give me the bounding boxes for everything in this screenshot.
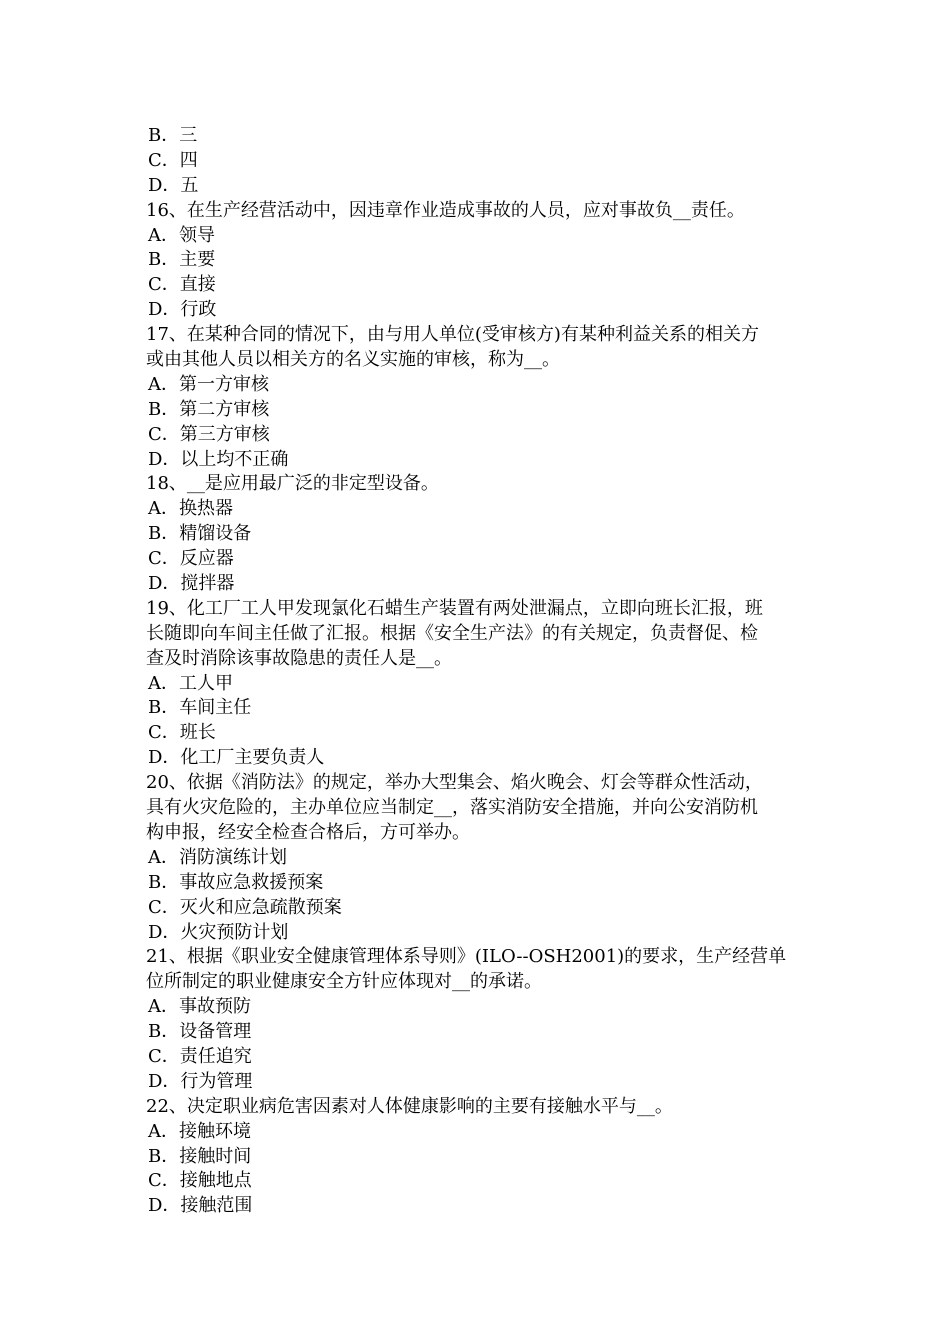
- answer-option: B．主要: [148, 249, 216, 271]
- answer-option: C．第三方审核: [148, 423, 270, 445]
- answer-option: A．事故预防: [148, 996, 251, 1018]
- answer-option: C．灭火和应急疏散预案: [148, 896, 342, 918]
- answer-option: B．车间主任: [148, 697, 252, 719]
- question-text: 19、化工厂工人甲发现氯化石蜡生产装置有两处泄漏点，立即向班长汇报，班: [146, 597, 763, 619]
- question-text: 16、在生产经营活动中，因违章作业造成事故的人员，应对事故负__责任。: [146, 199, 745, 221]
- answer-option: D．接触范围: [148, 1195, 253, 1217]
- answer-option: C．责任追究: [148, 1045, 252, 1067]
- answer-option: C．接触地点: [148, 1170, 252, 1192]
- question-text: 20、依据《消防法》的规定，举办大型集会、焰火晚会、灯会等群众性活动，: [146, 772, 763, 794]
- question-text: 21、根据《职业安全健康管理体系导则》(ILO--OSH2001)的要求，生产经营单: [146, 946, 787, 968]
- answer-option: A．第一方审核: [148, 373, 269, 395]
- answer-option: B．三: [148, 125, 198, 146]
- question-text: 构申报，经安全检查合格后，方可举办。: [146, 821, 470, 843]
- answer-option: B．设备管理: [148, 1021, 252, 1043]
- answer-option: D．行为管理: [148, 1070, 253, 1092]
- question-text: 查及时消除该事故隐患的责任人是__。: [146, 647, 452, 669]
- answer-option: D．搅拌器: [148, 573, 235, 595]
- answer-option: B．第二方审核: [148, 398, 270, 420]
- question-text: 长随即向车间主任做了汇报。根据《安全生产法》的有关规定，负责督促、检: [146, 622, 758, 644]
- answer-option: B．事故应急救援预案: [148, 871, 324, 893]
- answer-option: C．反应器: [148, 548, 234, 570]
- answer-option: D．以上均不正确: [148, 448, 289, 470]
- answer-option: C．直接: [148, 274, 216, 296]
- answer-option: B．精馏设备: [148, 523, 252, 545]
- question-text: 17、在某种合同的情况下，由与用人单位(受审核方)有某种利益关系的相关方: [146, 324, 759, 346]
- question-text: 18、__是应用最广泛的非定型设备。: [146, 473, 439, 495]
- exam-question-list: [146, 124, 810, 1219]
- answer-option: D．五: [148, 174, 199, 196]
- answer-option: A．领导: [148, 224, 215, 246]
- answer-option: A．接触环境: [148, 1120, 251, 1142]
- answer-option: D．化工厂主要负责人: [148, 747, 325, 769]
- answer-option: C．四: [148, 149, 198, 171]
- question-text: 22、决定职业病危害因素对人体健康影响的主要有接触水平与__。: [146, 1095, 673, 1117]
- answer-option: D．行政: [148, 299, 217, 321]
- answer-option: A．消防演练计划: [148, 846, 287, 868]
- question-text: 位所制定的职业健康安全方针应体现对__的承诺。: [146, 971, 542, 993]
- answer-option: A．换热器: [148, 498, 233, 520]
- answer-option: C．班长: [148, 722, 216, 744]
- question-text: 或由其他人员以相关方的名义实施的审核，称为__。: [146, 349, 560, 371]
- answer-option: A．工人甲: [148, 672, 233, 694]
- question-text: 具有火灾危险的，主办单位应当制定__，落实消防安全措施，并向公安消防机: [146, 797, 758, 819]
- answer-option: D．火灾预防计划: [148, 921, 289, 943]
- answer-option: B．接触时间: [148, 1145, 252, 1167]
